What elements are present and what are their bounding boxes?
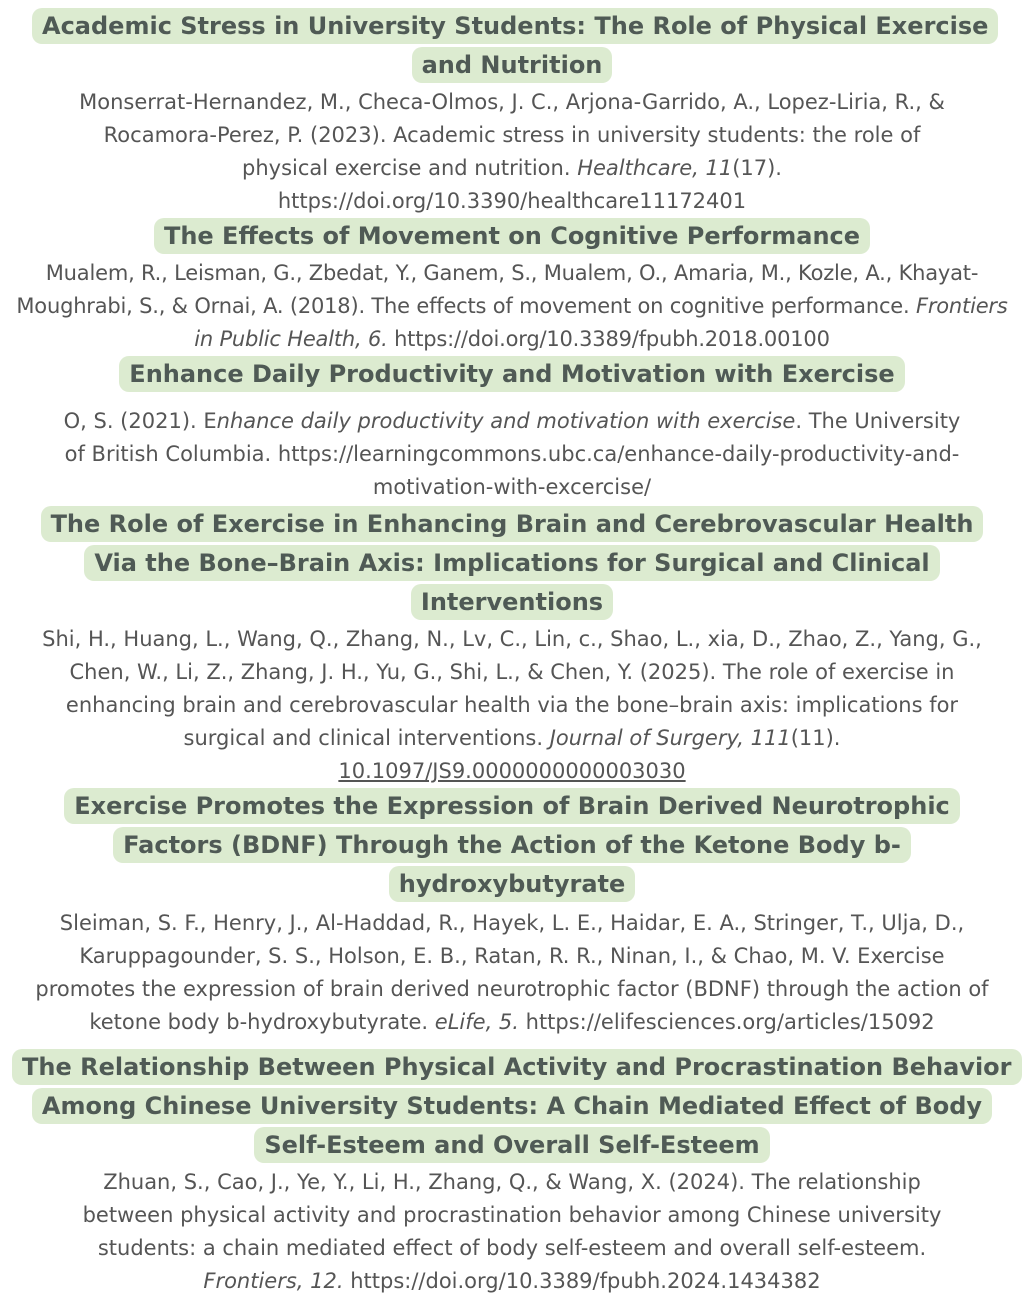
reference-citation: Sleiman, S. F., Henry, J., Al-Haddad, R., Hayek, L. E., Haidar, E. A., Stringer, T., Ulja, D., Karuppagounder, S. S., Holson, E. B., Ratan, R. R., Ninan, I., & Chao, M. V. Exercise promotes the expression of brain derived neurotrophic factor (BDNF) through the action of ketone body b-hydroxybutyrate. eLife, 5. https://elifesciences.org/articles/15092 <box>35 911 989 1034</box>
reference-entry-6 <box>12 1049 1012 1298</box>
reference-citation: Zhuan, S., Cao, J., Ye, Y., Li, H., Zhang, Q., & Wang, X. (2024). The relationship between physical activity and procrastination behavior among Chinese university students: a chain mediated effect of body self-esteem and overall self-esteem. Frontiers, 12. https://doi.org/10.3389/fpubh.2024.1434382 <box>82 1170 942 1293</box>
reference-title: Enhance Daily Productivity and Motivation with Exercise <box>119 356 904 392</box>
reference-entry-1 <box>12 8 1012 218</box>
reference-title: The Effects of Movement on Cognitive Performance <box>154 218 870 254</box>
reference-title: The Role of Exercise in Enhancing Brain and Cerebrovascular Health Via the Bone–Brain Axis: Implications for Surgical and Clinical Interventions <box>41 506 984 620</box>
reference-citation: O, S. (2021). Enhance daily productivity and motivation with exercise. The University of British Columbia. https://learningcommons.ubc.ca/enhance-daily-productivity-and-motivation-with-excercise/ <box>63 409 961 499</box>
reference-citation: Shi, H., Huang, L., Wang, Q., Zhang, N., Lv, C., Lin, c., Shao, L., xia, D., Zhao, Z., Yang, G., Chen, W., Li, Z., Zhang, J. H., Yu, G., Shi, L., & Chen, Y. (2025). The role of exercise in enhancing brain and cerebrovascular health via the bone–brain axis: implications for surgical and clinical interventions. Journal of Surgery, 111(11). 10.1097/JS9.0000000000003030 <box>42 627 982 783</box>
reference-entry-4 <box>12 506 1012 788</box>
reference-citation: Mualem, R., Leisman, G., Zbedat, Y., Ganem, S., Mualem, O., Amaria, M., Kozle, A., Khayat-Moughrabi, S., & Ornai, A. (2018). The effects of movement on cognitive performance. Frontiers in Public Health, 6. https://doi.org/10.3389/fpubh.2018.00100 <box>16 261 1008 351</box>
reference-title: Exercise Promotes the Expression of Brain Derived Neurotrophic Factors (BDNF) Through the Action of the Ketone Body b-hydroxybutyrate <box>64 788 960 902</box>
doi-link[interactable]: 10.1097/JS9.0000000000003030 <box>338 759 686 783</box>
reference-entry-2 <box>12 218 1012 356</box>
reference-citation: Monserrat-Hernandez, M., Checa-Olmos, J. C., Arjona-Garrido, A., Lopez-Liria, R., & Rocamora-Perez, P. (2023). Academic stress in university students: the role of physical exercise and nutrition. Healthcare, 11(17). https://doi.org/10.3390/healthcare11172401 <box>79 90 945 213</box>
reference-title: The Relationship Between Physical Activity and Procrastination Behavior Among Chinese University Students: A Chain Mediated Effect of Body Self-Esteem and Overall Self-Esteem <box>12 1049 1022 1163</box>
reference-entry-5 <box>12 788 1012 1039</box>
reference-entry-3 <box>12 356 1012 504</box>
reference-title: Academic Stress in University Students: The Role of Physical Exercise and Nutrition <box>32 8 998 83</box>
